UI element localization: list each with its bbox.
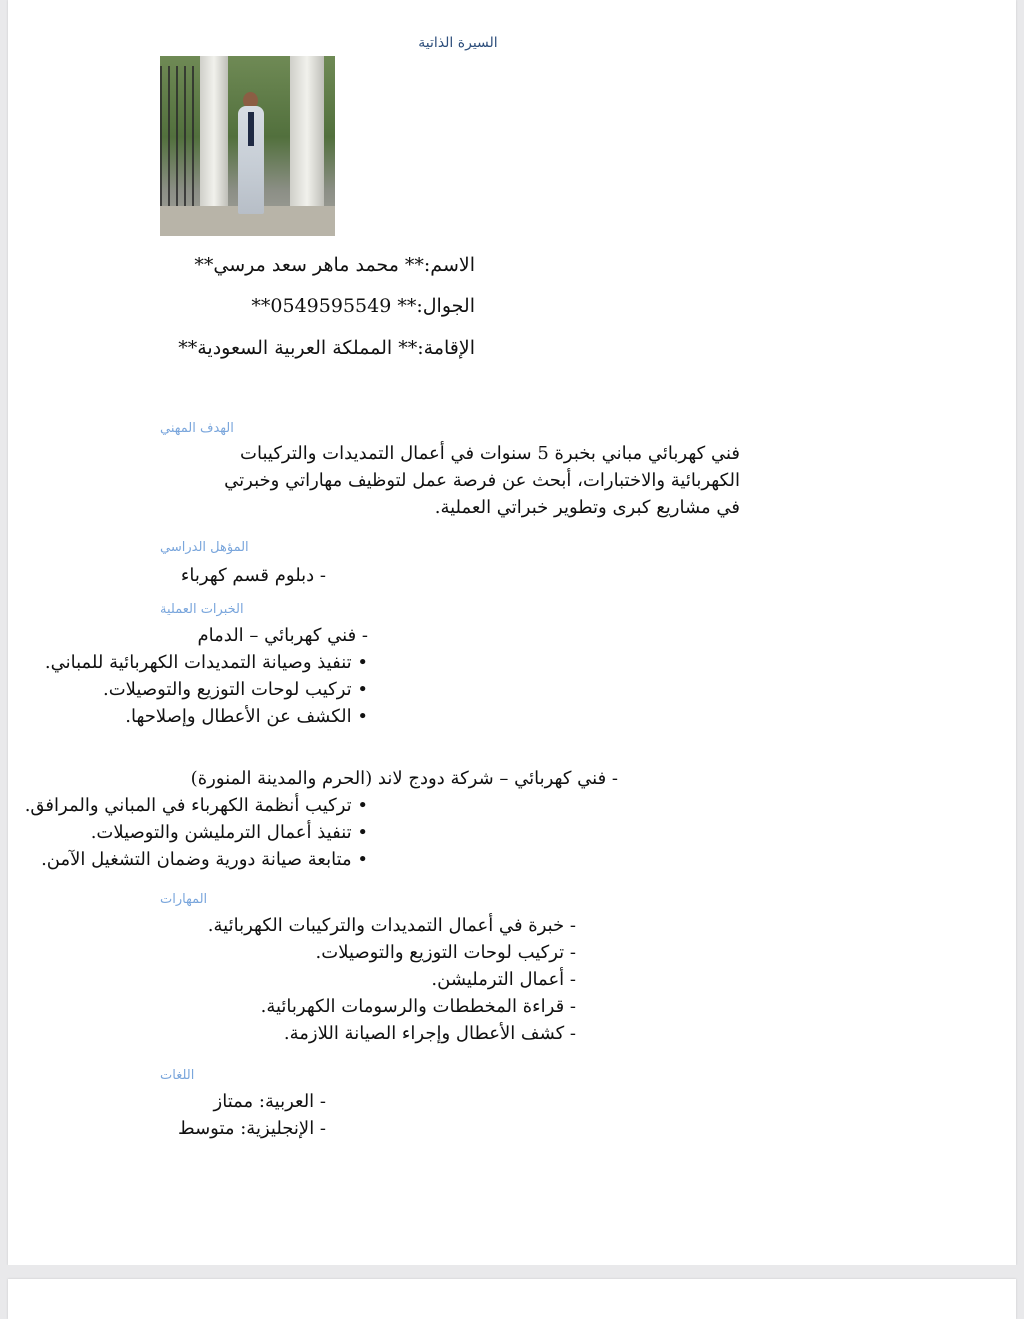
page-gap [0, 1265, 1024, 1279]
languages-list [178, 1088, 326, 1142]
profile-photo [160, 56, 335, 236]
language-item: - الإنجليزية: متوسط [177, 1118, 326, 1139]
languages-heading: اللغات [160, 1068, 195, 1083]
language-item: - العربية: ممتاز [213, 1091, 326, 1112]
job-title: - فني كهربائي – الدمام [197, 625, 368, 646]
experience-heading: الخبرات العملية [160, 602, 244, 617]
job-task: • تنفيذ أعمال الترمليشن والتوصيلات. [90, 822, 368, 843]
document-page [8, 0, 1016, 1265]
education-heading: المؤهل الدراسي [160, 540, 249, 555]
document-title: السيرة الذاتية [418, 35, 498, 51]
job-entry [45, 622, 368, 730]
education-item: - دبلوم قسم كهرباء [180, 565, 326, 586]
skill-item: - خبرة في أعمال التمديدات والتركيبات الكهربائية. [207, 915, 576, 936]
job-title: - فني كهربائي – شركة دودج لاند (الحرم والمدينة المنورة) [190, 768, 618, 789]
photo-person-tie [248, 112, 254, 146]
job-task: • الكشف عن الأعطال وإصلاحها. [125, 706, 368, 727]
job-entry [191, 765, 618, 792]
objective-line: في مشاريع كبرى وتطوير خبراتي العملية. [434, 497, 740, 518]
skill-item: - كشف الأعطال وإجراء الصيانة اللازمة. [283, 1023, 576, 1044]
phone-line: الجوال:** 0549595549** [251, 295, 475, 317]
job-task: • تركيب أنظمة الكهرباء في المباني والمرافق. [24, 795, 368, 816]
job-task: • تنفيذ وصيانة التمديدات الكهربائية للمباني. [44, 652, 368, 673]
objective-line: فني كهربائي مباني بخبرة 5 سنوات في أعمال التمديدات والتركيبات [240, 443, 740, 464]
skill-item: - تركيب لوحات التوزيع والتوصيلات. [315, 942, 576, 963]
objective-heading: الهدف المهني [160, 421, 234, 436]
job-task: • متابعة صيانة دورية وضمان التشغيل الآمن. [41, 849, 368, 870]
skills-heading: المهارات [160, 892, 208, 907]
skill-item: - قراءة المخططات والرسومات الكهربائية. [260, 996, 576, 1017]
skills-list [208, 912, 576, 1047]
skill-item: - أعمال الترمليشن. [431, 969, 576, 990]
next-page [8, 1279, 1016, 1319]
job-task: • تركيب لوحات التوزيع والتوصيلات. [103, 679, 368, 700]
objective-text [224, 440, 740, 521]
job-tasks [25, 792, 368, 873]
name-line: الاسم:** محمد ماهر سعد مرسي** [194, 254, 475, 276]
residence-line: الإقامة:** المملكة العربية السعودية** [178, 337, 475, 359]
objective-line: الكهربائية والاختبارات، أبحث عن فرصة عمل لتوظيف مهاراتي وخبرتي [224, 470, 740, 491]
